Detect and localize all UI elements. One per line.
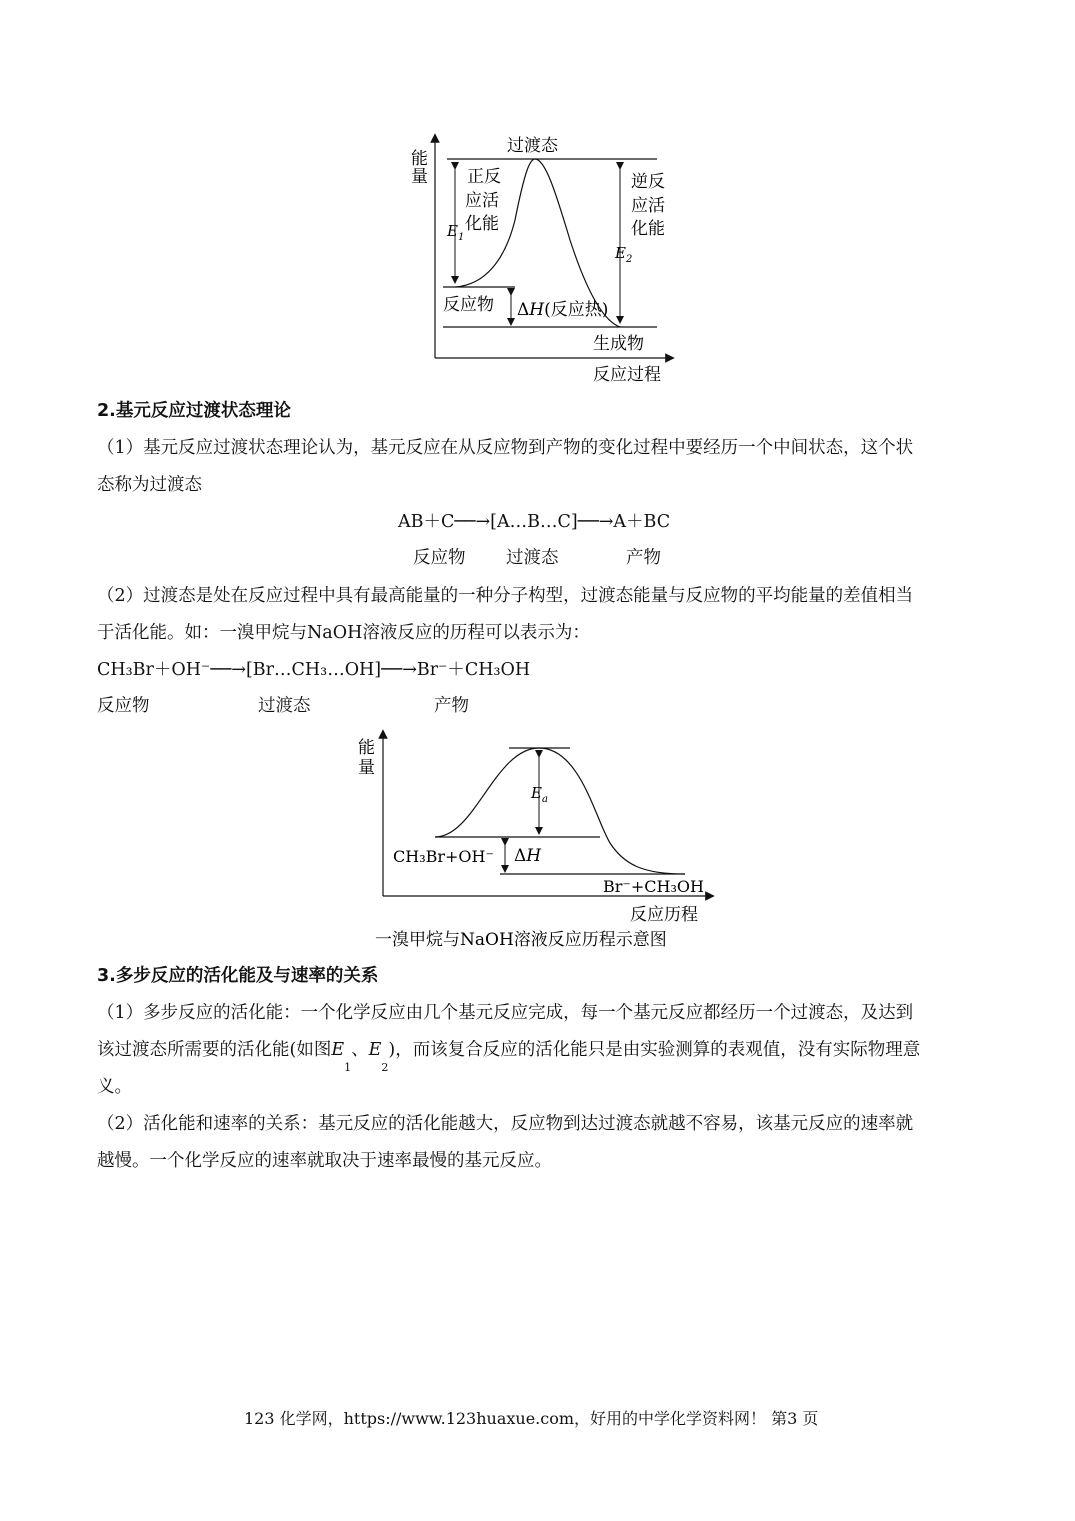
section3-p2-line2: 越慢。一个化学反应的速率就取决于速率最慢的基元反应。	[97, 1151, 552, 1171]
section3-p1-line3: 义。	[97, 1077, 132, 1097]
eq1-reactant: 反应物	[413, 548, 466, 568]
section3-p1-line2	[97, 1040, 921, 1074]
product-label: 生成物	[593, 334, 644, 354]
x-label: 反应过程	[593, 365, 661, 385]
reverse-label-2: 应活	[631, 196, 665, 216]
p1-sep: 、	[351, 1040, 369, 1060]
p1-e2: $E_2$	[368, 1040, 389, 1074]
energy-diagram-2	[355, 728, 720, 953]
dh-label: ΔH	[514, 846, 542, 866]
section2-p1-line1: （1）基元反应过渡状态理论认为，基元反应在从反应物到产物的变化过程中要经历一个中间状态，这个状	[97, 438, 914, 458]
forward-label-2: 应活	[465, 191, 499, 211]
energy-diagram-1	[405, 130, 680, 390]
y-label-1: 能	[411, 149, 428, 169]
y-label-2: 量	[358, 758, 375, 778]
reactant-label: 反应物	[443, 295, 494, 315]
section3-p2-line1: （2）活化能和速率的关系：基元反应的活化能越大，反应物到达过渡态就越不容易，该基元反应的速率就	[97, 1114, 914, 1134]
x-label: 反应历程	[630, 905, 698, 925]
eq2-product: 产物	[434, 696, 469, 716]
equation-2: CH₃Br＋OH⁻──→[Br…CH₃…OH]──→Br⁻＋CH₃OH	[97, 660, 531, 680]
section2-p1-line2: 态称为过渡态	[97, 475, 202, 495]
dh-label: ΔH(反应热)	[517, 300, 609, 320]
forward-label-3: 化能	[465, 214, 499, 234]
p1-e1: $E_1$	[331, 1040, 352, 1074]
top-label: 过渡态	[507, 136, 558, 156]
equation-1: AB＋C──→[A…B…C]──→A＋BC	[398, 512, 671, 532]
eq2-transition: 过渡态	[258, 696, 311, 716]
reverse-label-3: 化能	[631, 219, 665, 239]
product-label: Br⁻+CH₃OH	[603, 877, 704, 896]
section2-p2-line1: （2）过渡态是处在反应过程中具有最高能量的一种分子构型，过渡态能量与反应物的平均能量的差值相当	[97, 586, 914, 606]
eq2-reactant: 反应物	[97, 696, 150, 716]
p1-line2-start: 该过渡态所需要的活化能(如图	[97, 1040, 332, 1060]
reactant-label: CH₃Br+OH⁻	[393, 847, 494, 866]
y-label-1: 能	[358, 738, 375, 758]
section2-title: 2.基元反应过渡状态理论	[97, 401, 291, 421]
page-footer: 123 化学网，https://www.123huaxue.com，好用的中学化学资料网！ 第3 页	[244, 1409, 819, 1428]
reverse-label-1: 逆反	[631, 172, 665, 192]
section3-title: 3.多步反应的活化能及与速率的关系	[97, 966, 379, 986]
ea-label: $E_a$	[531, 784, 548, 805]
caption: 一溴甲烷与NaOH溶液反应历程示意图	[375, 930, 667, 950]
p1-line2-end: )，而该复合反应的活化能只是由实验测算的表观值，没有实际物理意	[388, 1040, 921, 1060]
e1-label: $E_1$	[447, 222, 465, 243]
eq1-transition: 过渡态	[506, 548, 559, 568]
section3-p1-line1: （1）多步反应的活化能：一个化学反应由几个基元反应完成，每一个基元反应都经历一个过渡态，及达到	[97, 1003, 914, 1023]
y-label-2: 量	[411, 167, 428, 187]
e2-label: $E_2$	[615, 244, 633, 265]
section2-p2-line2: 于活化能。如：一溴甲烷与NaOH溶液反应的历程可以表示为：	[97, 623, 590, 643]
forward-label-1: 正反	[467, 167, 501, 187]
eq1-product: 产物	[626, 548, 661, 568]
